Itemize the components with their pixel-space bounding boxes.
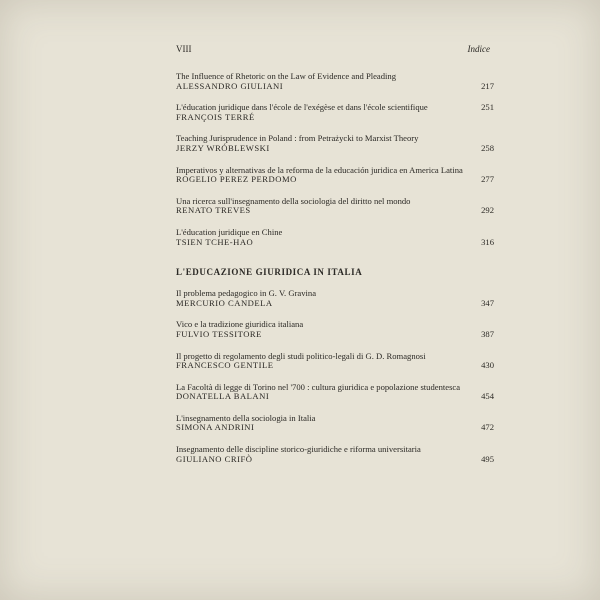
entry-author-line	[176, 175, 494, 185]
section-heading: L'EDUCAZIONE GIURIDICA IN ITALIA	[176, 267, 363, 278]
entry-author-line	[176, 361, 494, 371]
entry-author-line	[176, 392, 494, 402]
toc-entry	[176, 166, 494, 185]
entry-author-line	[176, 144, 494, 154]
entry-author: ROGELIO PEREZ PERDOMO	[176, 174, 297, 185]
entry-author-line	[176, 82, 494, 92]
entry-page: 347	[481, 297, 494, 308]
entry-author: TSIEN TCHE-HAO	[176, 236, 254, 247]
table-of-contents	[176, 72, 494, 476]
toc-entry	[176, 134, 494, 153]
entry-title: The Influence of Rhetoric on the Law of Evidence and Pleading	[176, 71, 397, 81]
toc-entry	[176, 289, 494, 308]
entry-page: 277	[481, 174, 494, 185]
entry-author-line	[176, 455, 494, 465]
toc-entry	[176, 72, 494, 91]
entry-title: L'éducation juridique dans l'école de l'exégèse et dans l'école scientifique	[176, 102, 428, 113]
entry-title: Insegnamento delle discipline storico-giuridiche e riforma universitaria	[176, 444, 421, 455]
entry-author-line	[176, 423, 494, 433]
toc-entry	[176, 103, 494, 122]
entry-page: 316	[481, 236, 494, 247]
entry-title: L'insegnamento della sociologia in Italia	[176, 412, 316, 423]
toc-entry	[176, 383, 494, 402]
entry-author: MERCURIO CANDELA	[176, 297, 273, 308]
toc-entry	[176, 414, 494, 433]
entry-page: 292	[481, 205, 494, 216]
entry-page: 258	[481, 142, 494, 153]
entry-author: GIULIANO CRIFÒ	[176, 453, 253, 464]
folio-number: VIII	[176, 44, 192, 54]
entry-author: FRANCESCO GENTILE	[176, 360, 274, 371]
entry-page: 387	[481, 328, 494, 339]
entry-title: Il problema pedagogico in G. V. Gravina	[176, 288, 317, 299]
entry-author: ALESSANDRO GIULIANI	[176, 80, 284, 91]
entry-page: 495	[481, 453, 494, 464]
toc-entry	[176, 445, 494, 464]
entry-author: JERZY WRÓBLEWSKI	[176, 142, 270, 153]
entry-author: DONATELLA BALANI	[176, 391, 270, 402]
entry-title: L'éducation juridique en Chine	[176, 226, 283, 237]
entry-page: 251	[481, 102, 494, 113]
entry-author-line	[176, 330, 494, 340]
entry-author-line	[176, 299, 494, 309]
entry-author-line	[176, 113, 494, 123]
entry-author-line	[176, 206, 494, 216]
entry-page: 472	[481, 422, 494, 433]
running-title: Indice	[467, 44, 490, 54]
entry-author: FRANÇOIS TERRÉ	[176, 111, 255, 122]
toc-entry	[176, 320, 494, 339]
page-header	[176, 44, 490, 54]
entry-title: Il progetto di regolamento degli studi politico-legali di G. D. Romagnosi	[176, 350, 426, 361]
toc-entry	[176, 228, 494, 247]
entry-page: 217	[481, 80, 494, 91]
entry-title: Imperativos y alternativas de la reforma de la educación juridica en America Latina	[176, 164, 463, 175]
entry-title: Una ricerca sull'insegnamento della sociologia del diritto nel mondo	[176, 195, 411, 206]
entry-title: Teaching Jurisprudence in Poland : from Petrażycki to Marxist Theory	[176, 133, 419, 144]
entry-author: FULVIO TESSITORE	[176, 328, 262, 339]
entry-author: RENATO TREVES	[176, 205, 251, 216]
entry-title: La Facoltà di legge di Torino nel '700 : cultura giuridica e popolazione studentesca	[176, 381, 461, 392]
entry-author: SIMONA ANDRINI	[176, 422, 255, 433]
entry-page: 430	[481, 360, 494, 371]
entry-title: Vico e la tradizione giuridica italiana	[176, 319, 304, 330]
entry-author-line	[176, 238, 494, 248]
toc-entry	[176, 352, 494, 371]
entry-page: 454	[481, 391, 494, 402]
toc-entry	[176, 197, 494, 216]
